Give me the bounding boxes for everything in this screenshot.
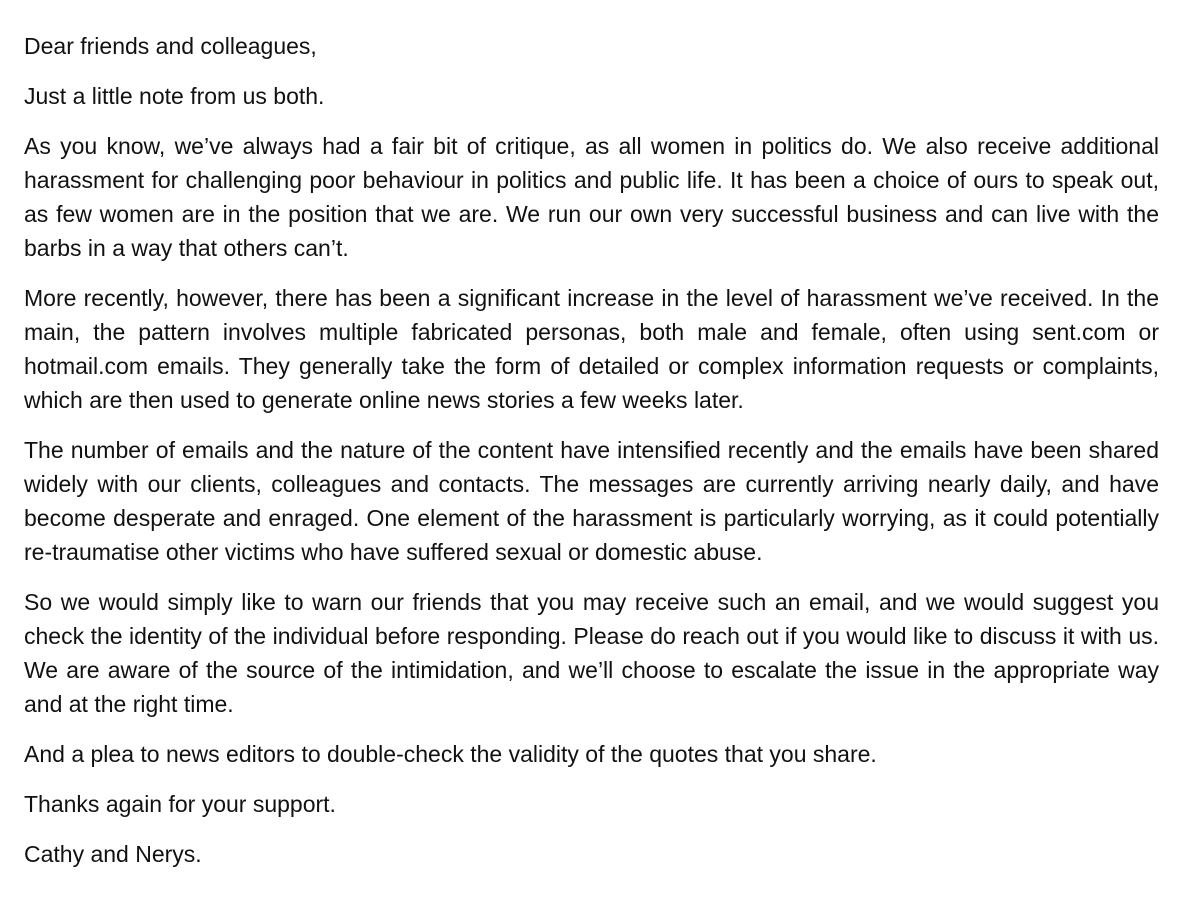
salutation: Dear friends and colleagues, [24, 33, 317, 59]
letter-body [24, 29, 1159, 887]
paragraph-emails-intensified: The number of emails and the nature of the content have intensified recently and the emails have been shared widely with our clients, colleagues and contacts. The messages are currently arriving nearly daily, and have become desperate and enraged. One element of the harassment is particularly worrying, as it could potentially re-traumatise other victims who have suffered sexual or domestic abuse. [24, 437, 1159, 565]
paragraph-intro: Just a little note from us both. [24, 83, 325, 109]
paragraph-critique: As you know, we’ve always had a fair bit of critique, as all women in politics do. We also receive additional harassment for challenging poor behaviour in politics and public life. It has been a choice of ours to speak out, as few women are in the position that we are. We run our own very successful business and can live with the barbs in a way that others can’t. [24, 133, 1159, 261]
paragraph-harassment-increase: More recently, however, there has been a significant increase in the level of harassment we’ve received. In the main, the pattern involves multiple fabricated personas, both male and female, often using sent.com or hotmail.com emails. They generally take the form of detailed or complex information requests or complaints, which are then used to generate online news stories a few weeks later. [24, 285, 1159, 413]
paragraph-plea: And a plea to news editors to double-check the validity of the quotes that you share. [24, 741, 877, 767]
paragraph-thanks: Thanks again for your support. [24, 791, 336, 817]
paragraph-warning: So we would simply like to warn our friends that you may receive such an email, and we would suggest you check the identity of the individual before responding. Please do reach out if you would like to discuss it with us. We are aware of the source of the intimidation, and we’ll choose to escalate the issue in the appropriate way and at the right time. [24, 589, 1159, 717]
signature: Cathy and Nerys. [24, 841, 202, 867]
